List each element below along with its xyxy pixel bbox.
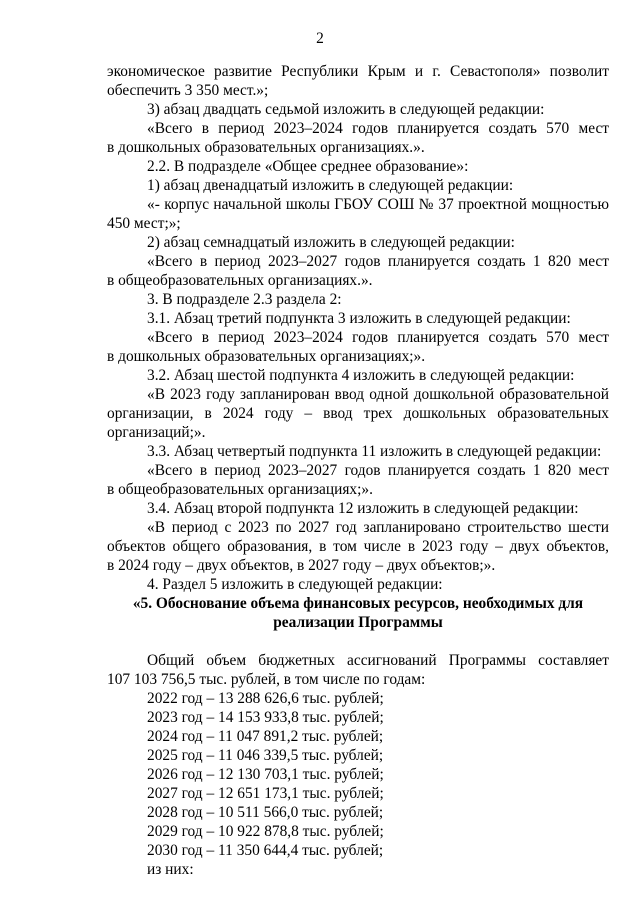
- paragraph-line: 3.4. Абзац второй подпункта 12 изложить в следующей редакции:: [147, 500, 579, 517]
- paragraph-line: в общеобразовательных организациях;».: [107, 481, 373, 498]
- paragraph-line: «Всего в период 2023–2024 годов планируется создать 570 мест: [147, 120, 609, 137]
- year-budget-line: 2029 год – 10 922 878,8 тыс. рублей;: [147, 823, 384, 840]
- paragraph-line: «Всего в период 2023–2027 годов планируется создать 1 820 мест: [147, 253, 609, 270]
- paragraph-line: организаций;».: [107, 424, 206, 441]
- year-budget-line: 2026 год – 12 130 703,1 тыс. рублей;: [147, 766, 384, 783]
- paragraph-line: организации, в 2024 году – ввод трех дошкольных образовательных: [107, 405, 609, 422]
- paragraph-line: в дошкольных образовательных организациях;».: [107, 348, 426, 365]
- paragraph-line: экономическое развитие Республики Крым и г. Севастополя» позволит: [107, 63, 609, 80]
- paragraph-line: «В период с 2023 по 2027 год запланировано строительство шести: [147, 519, 609, 536]
- section-heading: «5. Обоснование объема финансовых ресурсов, необходимых для: [132, 595, 584, 612]
- paragraph-line: объектов общего образования, в том числе в 2023 году – двух объектов,: [107, 538, 609, 555]
- paragraph-line: в общеобразовательных организациях.».: [107, 272, 373, 289]
- paragraph-line: в 2024 году – двух объектов, в 2027 году – двух объектов;».: [107, 557, 496, 574]
- paragraph-line: 3.3. Абзац четвертый подпункта 11 изложить в следующей редакции:: [147, 443, 602, 460]
- paragraph-line: 1) абзац двенадцатый изложить в следующей редакции:: [147, 177, 514, 194]
- paragraph-line: из них:: [147, 861, 194, 878]
- section-heading: реализации Программы: [273, 614, 443, 631]
- year-budget-line: 2028 год – 10 511 566,0 тыс. рублей;: [147, 804, 384, 821]
- paragraph-line: Общий объем бюджетных ассигнований Программы составляет: [147, 652, 609, 669]
- year-budget-line: 2025 год – 11 046 339,5 тыс. рублей;: [147, 747, 384, 764]
- paragraph-line: 3) абзац двадцать седьмой изложить в следующей редакции:: [147, 101, 545, 118]
- paragraph-line: «Всего в период 2023–2024 годов планируется создать 570 мест: [147, 329, 609, 346]
- page-number: 2: [316, 30, 324, 47]
- paragraph-line: «В 2023 году запланирован ввод одной дошкольной образовательной: [147, 386, 609, 403]
- paragraph-line: 3.2. Абзац шестой подпункта 4 изложить в следующей редакции:: [147, 367, 575, 384]
- paragraph-line: 2) абзац семнадцатый изложить в следующей редакции:: [147, 234, 515, 251]
- paragraph-line: 3. В подразделе 2.3 раздела 2:: [147, 291, 342, 308]
- paragraph-line: в дошкольных образовательных организациях.».: [107, 139, 425, 156]
- year-budget-line: 2022 год – 13 288 626,6 тыс. рублей;: [147, 690, 384, 707]
- paragraph-line: 4. Раздел 5 изложить в следующей редакции:: [147, 576, 443, 593]
- paragraph-line: 107 103 756,5 тыс. рублей, в том числе по годам:: [107, 671, 426, 688]
- paragraph-line: 2.2. В подразделе «Общее среднее образование»:: [147, 158, 469, 175]
- year-budget-line: 2027 год – 12 651 173,1 тыс. рублей;: [147, 785, 384, 802]
- paragraph-line: обеспечить 3 350 мест.»;: [107, 82, 269, 99]
- paragraph-line: «Всего в период 2023–2027 годов планируется создать 1 820 мест: [147, 462, 609, 479]
- paragraph-line: 450 мест;»;: [107, 215, 181, 232]
- year-budget-line: 2023 год – 14 153 933,8 тыс. рублей;: [147, 709, 384, 726]
- paragraph-line: «- корпус начальной школы ГБОУ СОШ № 37 проектной мощностью: [147, 196, 609, 213]
- paragraph-line: 3.1. Абзац третий подпункта 3 изложить в следующей редакции:: [147, 310, 571, 327]
- year-budget-line: 2024 год – 11 047 891,2 тыс. рублей;: [147, 728, 384, 745]
- year-budget-line: 2030 год – 11 350 644,4 тыс. рублей;: [147, 842, 384, 859]
